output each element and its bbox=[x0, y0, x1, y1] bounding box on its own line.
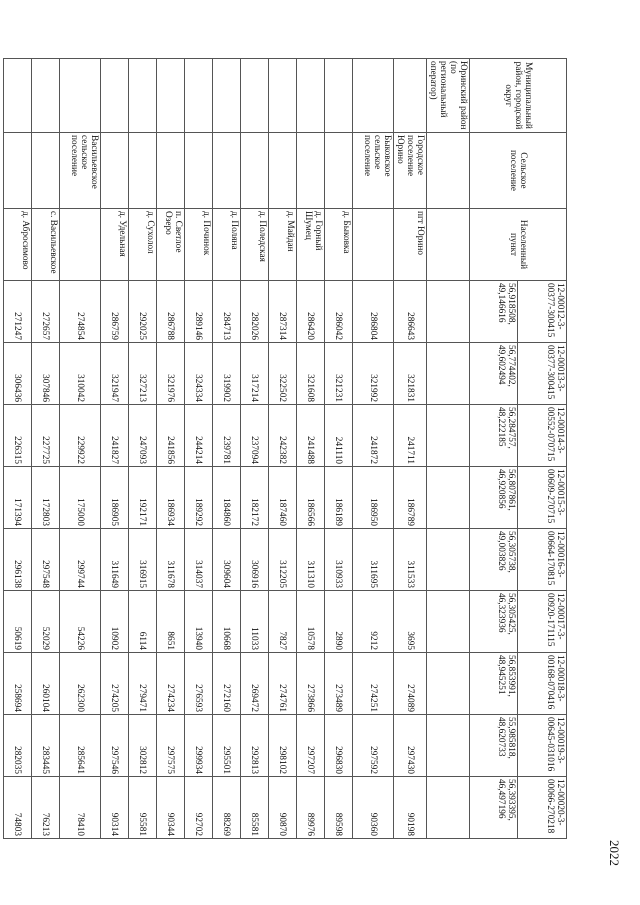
cell-distance: 274205 bbox=[101, 653, 129, 715]
cell-distance: 327213 bbox=[129, 343, 157, 405]
column-header-locality: Населенный пункт bbox=[470, 209, 567, 281]
cell-distance: 74803 bbox=[4, 777, 32, 839]
cell-settlement bbox=[297, 133, 325, 209]
cell-distance: 76213 bbox=[32, 777, 60, 839]
cell-distance: 247093 bbox=[129, 405, 157, 467]
cell-distance bbox=[427, 591, 470, 653]
cell-settlement bbox=[4, 133, 32, 209]
cell-settlement: Быковское сельское поселение bbox=[353, 133, 394, 209]
cell-distance: 90870 bbox=[269, 777, 297, 839]
cell-distance: 289146 bbox=[185, 281, 213, 343]
cell-district bbox=[129, 59, 157, 133]
cell-distance: 302812 bbox=[129, 715, 157, 777]
table-row bbox=[60, 59, 101, 839]
cell-distance: 286042 bbox=[325, 281, 353, 343]
cell-distance: 296138 bbox=[4, 529, 32, 591]
cell-distance: 322502 bbox=[269, 343, 297, 405]
table-row bbox=[325, 59, 353, 839]
cell-distance: 242382 bbox=[269, 405, 297, 467]
cell-distance: 285641 bbox=[60, 715, 101, 777]
cell-distance bbox=[427, 653, 470, 715]
cell-distance: 306436 bbox=[4, 343, 32, 405]
cell-distance: 292813 bbox=[241, 715, 269, 777]
cell-distance: 227725 bbox=[32, 405, 60, 467]
cell-distance: 192171 bbox=[129, 467, 157, 529]
cell-distance: 7827 bbox=[269, 591, 297, 653]
table-row bbox=[353, 59, 394, 839]
cell-distance: 11033 bbox=[241, 591, 269, 653]
cell-district bbox=[241, 59, 269, 133]
cell-distance: 78410 bbox=[60, 777, 101, 839]
column-coordinates: 56,807861, 46,920856 bbox=[470, 467, 519, 529]
cell-distance: 310042 bbox=[60, 343, 101, 405]
cell-distance: 52029 bbox=[32, 591, 60, 653]
table-row bbox=[101, 59, 129, 839]
cell-distance: 274761 bbox=[269, 653, 297, 715]
cell-locality: д. Сухолол bbox=[129, 209, 157, 281]
column-header-district: Муниципальный район, городской округ bbox=[470, 59, 567, 133]
column-code: 12-00016-3-00664-170815 bbox=[518, 529, 567, 591]
cell-distance: 262300 bbox=[60, 653, 101, 715]
cell-locality: п. Светлое Озеро bbox=[157, 209, 185, 281]
cell-distance: 54226 bbox=[60, 591, 101, 653]
cell-locality bbox=[353, 209, 394, 281]
table-row bbox=[394, 59, 427, 839]
cell-distance: 172803 bbox=[32, 467, 60, 529]
cell-settlement bbox=[213, 133, 241, 209]
cell-settlement: Городское поселение Юрино bbox=[394, 133, 427, 209]
column-code: 12-00013-3-00377-300415 bbox=[518, 343, 567, 405]
cell-distance bbox=[427, 467, 470, 529]
cell-distance: 89598 bbox=[325, 777, 353, 839]
cell-distance: 296830 bbox=[325, 715, 353, 777]
cell-distance: 286643 bbox=[394, 281, 427, 343]
cell-distance: 241488 bbox=[297, 405, 325, 467]
cell-distance: 237094 bbox=[241, 405, 269, 467]
cell-distance: 299744 bbox=[60, 529, 101, 591]
cell-distance: 186789 bbox=[394, 467, 427, 529]
cell-distance: 10668 bbox=[213, 591, 241, 653]
cell-settlement bbox=[32, 133, 60, 209]
cell-distance bbox=[427, 777, 470, 839]
cell-distance: 274854 bbox=[60, 281, 101, 343]
cell-district bbox=[353, 59, 394, 133]
cell-settlement bbox=[427, 133, 470, 209]
cell-distance: 241856 bbox=[157, 405, 185, 467]
cell-district bbox=[32, 59, 60, 133]
cell-settlement: Васильевское сельское поселение bbox=[60, 133, 101, 209]
cell-distance bbox=[427, 281, 470, 343]
cell-distance: 274251 bbox=[353, 653, 394, 715]
cell-distance: 274234 bbox=[157, 653, 185, 715]
column-code: 12-00014-3-00552-070715 bbox=[518, 405, 567, 467]
cell-distance: 282026 bbox=[241, 281, 269, 343]
table-row bbox=[269, 59, 297, 839]
cell-distance: 241827 bbox=[101, 405, 129, 467]
cell-distance: 186566 bbox=[297, 467, 325, 529]
column-code: 12-00019-3-00645-031016 bbox=[518, 715, 567, 777]
cell-distance: 319902 bbox=[213, 343, 241, 405]
cell-distance: 311649 bbox=[101, 529, 129, 591]
cell-distance: 307846 bbox=[32, 343, 60, 405]
cell-distance: 10578 bbox=[297, 591, 325, 653]
cell-distance: 286759 bbox=[101, 281, 129, 343]
cell-district bbox=[185, 59, 213, 133]
cell-distance: 258694 bbox=[4, 653, 32, 715]
cell-distance: 297207 bbox=[297, 715, 325, 777]
cell-locality: пгт Юрино bbox=[394, 209, 427, 281]
cell-settlement bbox=[325, 133, 353, 209]
cell-distance: 314037 bbox=[185, 529, 213, 591]
cell-locality bbox=[427, 209, 470, 281]
cell-distance: 299934 bbox=[185, 715, 213, 777]
page-number: 2022 bbox=[607, 840, 622, 866]
column-coordinates: 56,284757, 48,222185 bbox=[470, 405, 519, 467]
cell-distance: 306916 bbox=[241, 529, 269, 591]
cell-distance: 88269 bbox=[213, 777, 241, 839]
cell-distance: 272657 bbox=[32, 281, 60, 343]
cell-distance: 309604 bbox=[213, 529, 241, 591]
cell-distance: 187460 bbox=[269, 467, 297, 529]
cell-settlement bbox=[129, 133, 157, 209]
cell-distance: 186950 bbox=[353, 467, 394, 529]
cell-distance: 186905 bbox=[101, 467, 129, 529]
cell-distance: 284713 bbox=[213, 281, 241, 343]
cell-distance: 239781 bbox=[213, 405, 241, 467]
cell-locality: д. Полянa bbox=[213, 209, 241, 281]
cell-distance: 175000 bbox=[60, 467, 101, 529]
cell-distance: 6114 bbox=[129, 591, 157, 653]
cell-distance bbox=[427, 529, 470, 591]
cell-distance: 182172 bbox=[241, 467, 269, 529]
cell-distance: 286804 bbox=[353, 281, 394, 343]
cell-distance: 184860 bbox=[213, 467, 241, 529]
cell-settlement bbox=[185, 133, 213, 209]
column-coordinates: 56,305425, 46,323936 bbox=[470, 591, 519, 653]
cell-distance: 95581 bbox=[129, 777, 157, 839]
cell-distance: 8651 bbox=[157, 591, 185, 653]
cell-distance: 229922 bbox=[60, 405, 101, 467]
table-row bbox=[129, 59, 157, 839]
cell-distance: 297575 bbox=[157, 715, 185, 777]
column-code: 12-00018-3-00168-070416 bbox=[518, 653, 567, 715]
cell-distance: 272160 bbox=[213, 653, 241, 715]
cell-distance: 321231 bbox=[325, 343, 353, 405]
cell-distance: 90344 bbox=[157, 777, 185, 839]
cell-distance: 269472 bbox=[241, 653, 269, 715]
cell-locality: д. Быковка bbox=[325, 209, 353, 281]
column-coordinates: 56,305738, 49,003826 bbox=[470, 529, 519, 591]
cell-distance: 297430 bbox=[394, 715, 427, 777]
cell-distance: 171394 bbox=[4, 467, 32, 529]
cell-distance: 311310 bbox=[297, 529, 325, 591]
cell-locality bbox=[60, 209, 101, 281]
cell-settlement bbox=[269, 133, 297, 209]
cell-distance: 273489 bbox=[325, 653, 353, 715]
cell-distance: 189292 bbox=[185, 467, 213, 529]
cell-distance bbox=[427, 405, 470, 467]
table-row bbox=[241, 59, 269, 839]
cell-distance: 286788 bbox=[157, 281, 185, 343]
cell-distance: 273866 bbox=[297, 653, 325, 715]
cell-distance: 311695 bbox=[353, 529, 394, 591]
table-row bbox=[4, 59, 32, 839]
table-row bbox=[185, 59, 213, 839]
cell-distance: 297548 bbox=[32, 529, 60, 591]
cell-distance: 241110 bbox=[325, 405, 353, 467]
cell-distance: 2890 bbox=[325, 591, 353, 653]
cell-distance: 244214 bbox=[185, 405, 213, 467]
cell-distance: 50619 bbox=[4, 591, 32, 653]
cell-locality: д. Удельная bbox=[101, 209, 129, 281]
cell-distance: 92702 bbox=[185, 777, 213, 839]
cell-distance: 317214 bbox=[241, 343, 269, 405]
cell-distance: 226315 bbox=[4, 405, 32, 467]
column-coordinates: 55,985818, 48,620733 bbox=[470, 715, 519, 777]
cell-distance: 276593 bbox=[185, 653, 213, 715]
cell-district bbox=[297, 59, 325, 133]
table-row bbox=[297, 59, 325, 839]
column-code: 12-00012-3-00377-300415 bbox=[518, 281, 567, 343]
cell-settlement bbox=[241, 133, 269, 209]
cell-distance: 85581 bbox=[241, 777, 269, 839]
cell-distance: 324334 bbox=[185, 343, 213, 405]
cell-distance bbox=[427, 715, 470, 777]
cell-locality: д. Майдан bbox=[269, 209, 297, 281]
cell-distance: 321947 bbox=[101, 343, 129, 405]
cell-distance: 90198 bbox=[394, 777, 427, 839]
column-coordinates: 56,393395, 46,497196 bbox=[470, 777, 519, 839]
column-code: 12-00020-3-00066-270218 bbox=[518, 777, 567, 839]
distance-table bbox=[3, 58, 567, 839]
cell-distance: 90360 bbox=[353, 777, 394, 839]
column-coordinates: 56,774402, 49,602494 bbox=[470, 343, 519, 405]
cell-distance bbox=[427, 343, 470, 405]
cell-distance: 241872 bbox=[353, 405, 394, 467]
cell-district bbox=[325, 59, 353, 133]
cell-district bbox=[394, 59, 427, 133]
cell-distance: 10902 bbox=[101, 591, 129, 653]
cell-distance: 89976 bbox=[297, 777, 325, 839]
cell-distance: 321608 bbox=[297, 343, 325, 405]
cell-district bbox=[101, 59, 129, 133]
cell-district bbox=[4, 59, 32, 133]
table-row bbox=[427, 59, 470, 839]
cell-distance: 282035 bbox=[4, 715, 32, 777]
cell-distance: 310933 bbox=[325, 529, 353, 591]
cell-distance: 286420 bbox=[297, 281, 325, 343]
cell-distance: 241711 bbox=[394, 405, 427, 467]
cell-distance: 321992 bbox=[353, 343, 394, 405]
cell-distance: 295501 bbox=[213, 715, 241, 777]
cell-distance: 186934 bbox=[157, 467, 185, 529]
cell-distance: 297592 bbox=[353, 715, 394, 777]
column-code: 12-00015-3-00609-270715 bbox=[518, 467, 567, 529]
cell-district bbox=[213, 59, 241, 133]
cell-district bbox=[157, 59, 185, 133]
column-header-settlement: Сельское поселение bbox=[470, 133, 567, 209]
cell-distance: 298102 bbox=[269, 715, 297, 777]
cell-distance: 186189 bbox=[325, 467, 353, 529]
cell-locality: д. Починок bbox=[185, 209, 213, 281]
column-coordinates: 56,918508, 49,146616 bbox=[470, 281, 519, 343]
table-header-row bbox=[518, 59, 567, 839]
cell-distance: 292025 bbox=[129, 281, 157, 343]
cell-district bbox=[60, 59, 101, 133]
cell-distance: 271247 bbox=[4, 281, 32, 343]
table-row bbox=[213, 59, 241, 839]
cell-distance: 13940 bbox=[185, 591, 213, 653]
cell-locality: д. Горный Шумец bbox=[297, 209, 325, 281]
cell-distance: 260104 bbox=[32, 653, 60, 715]
cell-distance: 274089 bbox=[394, 653, 427, 715]
column-code: 12-00017-3-00920-171115 bbox=[518, 591, 567, 653]
cell-locality: с. Васильевское bbox=[32, 209, 60, 281]
cell-distance: 311533 bbox=[394, 529, 427, 591]
cell-distance: 311678 bbox=[157, 529, 185, 591]
cell-distance: 283445 bbox=[32, 715, 60, 777]
cell-locality: д. Поледская bbox=[241, 209, 269, 281]
cell-locality: д. Абросимово bbox=[4, 209, 32, 281]
cell-distance: 9212 bbox=[353, 591, 394, 653]
cell-distance: 279471 bbox=[129, 653, 157, 715]
cell-distance: 287314 bbox=[269, 281, 297, 343]
cell-distance: 321831 bbox=[394, 343, 427, 405]
cell-distance: 316915 bbox=[129, 529, 157, 591]
cell-district bbox=[269, 59, 297, 133]
column-coordinates: 56,853991, 48,945251 bbox=[470, 653, 519, 715]
cell-district: Юринский район (по региональный оператор) bbox=[427, 59, 470, 133]
table-row bbox=[32, 59, 60, 839]
cell-distance: 312205 bbox=[269, 529, 297, 591]
cell-distance: 297546 bbox=[101, 715, 129, 777]
cell-settlement bbox=[101, 133, 129, 209]
cell-settlement bbox=[157, 133, 185, 209]
cell-distance: 3695 bbox=[394, 591, 427, 653]
table-row bbox=[157, 59, 185, 839]
cell-distance: 90314 bbox=[101, 777, 129, 839]
cell-distance: 321976 bbox=[157, 343, 185, 405]
